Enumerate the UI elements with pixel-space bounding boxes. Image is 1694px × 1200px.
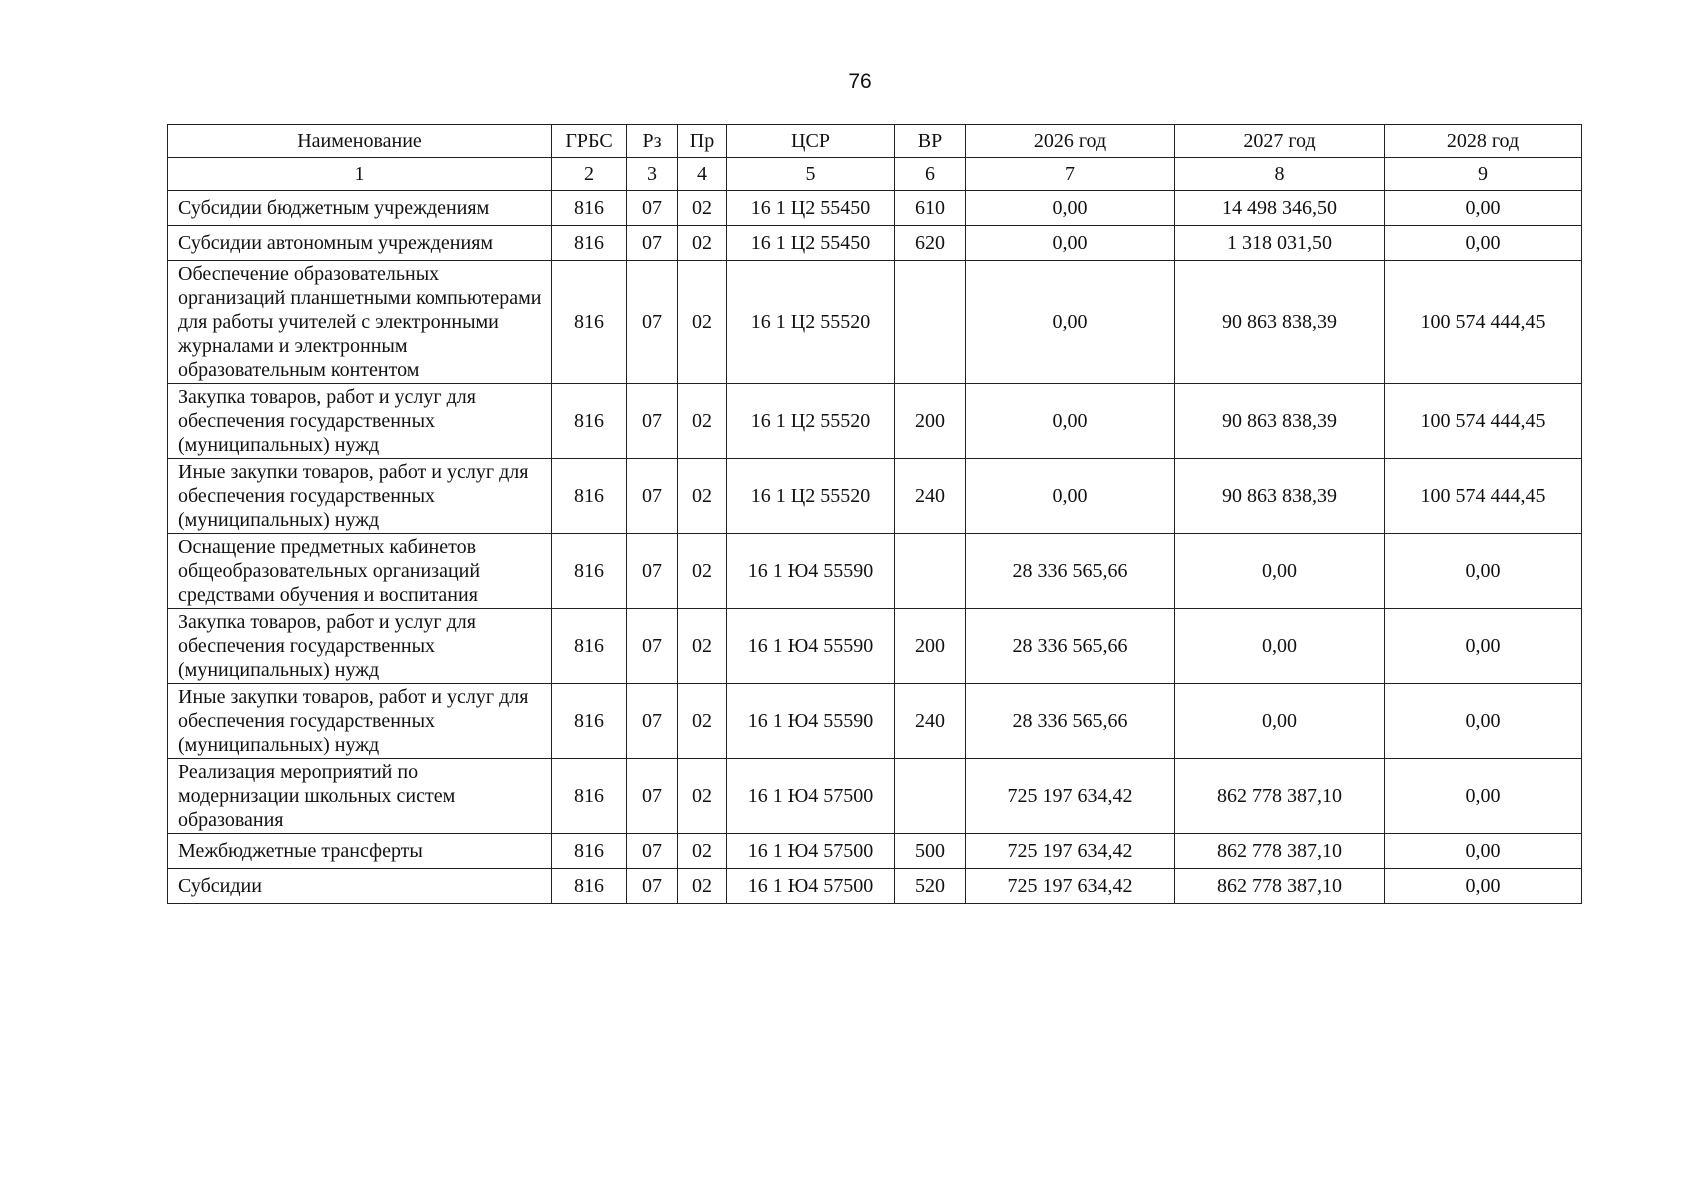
- amount-2026-cell: 0,00: [966, 459, 1175, 534]
- column-number-cell: 4: [678, 158, 727, 191]
- amount-2028-cell: 0,00: [1385, 869, 1582, 904]
- rz-cell: 07: [627, 226, 678, 261]
- csr-cell: 16 1 Ю4 57500: [727, 759, 895, 834]
- column-number-cell: 9: [1385, 158, 1582, 191]
- amount-2028-cell: 100 574 444,45: [1385, 261, 1582, 384]
- grbs-cell: 816: [552, 609, 627, 684]
- name-cell: Межбюджетные трансферты: [168, 834, 552, 869]
- header-cell: Пр: [678, 125, 727, 158]
- name-cell: Закупка товаров, работ и услуг для обеспечения государственных (муниципальных) нужд: [168, 384, 552, 459]
- pr-cell: 02: [678, 684, 727, 759]
- amount-2026-cell: 0,00: [966, 226, 1175, 261]
- header-cell: 2028 год: [1385, 125, 1582, 158]
- grbs-cell: 816: [552, 459, 627, 534]
- table-row: [168, 609, 1582, 684]
- amount-2026-cell: 0,00: [966, 191, 1175, 226]
- amount-2026-cell: 0,00: [966, 261, 1175, 384]
- column-number-cell: 3: [627, 158, 678, 191]
- vr-cell: [895, 261, 966, 384]
- table-row: [168, 759, 1582, 834]
- amount-2027-cell: 90 863 838,39: [1175, 459, 1385, 534]
- pr-cell: 02: [678, 534, 727, 609]
- rz-cell: 07: [627, 869, 678, 904]
- header-cell: Рз: [627, 125, 678, 158]
- pr-cell: 02: [678, 191, 727, 226]
- csr-cell: 16 1 Ц2 55450: [727, 226, 895, 261]
- name-cell: Оснащение предметных кабинетов общеобразовательных организаций средствами обучения и воспитания: [168, 534, 552, 609]
- table-row: [168, 226, 1582, 261]
- pr-cell: 02: [678, 869, 727, 904]
- vr-cell: 240: [895, 459, 966, 534]
- rz-cell: 07: [627, 534, 678, 609]
- table-row: [168, 459, 1582, 534]
- amount-2026-cell: 0,00: [966, 384, 1175, 459]
- name-cell: Обеспечение образовательных организаций планшетными компьютерами для работы учителей с электронными журналами и электронным образовательным контентом: [168, 261, 552, 384]
- table-row: [168, 261, 1582, 384]
- rz-cell: 07: [627, 191, 678, 226]
- rz-cell: 07: [627, 384, 678, 459]
- header-row: [168, 125, 1582, 158]
- vr-cell: [895, 534, 966, 609]
- vr-cell: 520: [895, 869, 966, 904]
- grbs-cell: 816: [552, 261, 627, 384]
- vr-cell: 200: [895, 384, 966, 459]
- table-row: [168, 534, 1582, 609]
- table-row: [168, 834, 1582, 869]
- rz-cell: 07: [627, 459, 678, 534]
- amount-2026-cell: 28 336 565,66: [966, 609, 1175, 684]
- grbs-cell: 816: [552, 534, 627, 609]
- grbs-cell: 816: [552, 384, 627, 459]
- rz-cell: 07: [627, 684, 678, 759]
- amount-2027-cell: 0,00: [1175, 609, 1385, 684]
- table-row: [168, 869, 1582, 904]
- header-cell: Наименование: [168, 125, 552, 158]
- amount-2028-cell: 100 574 444,45: [1385, 459, 1582, 534]
- amount-2028-cell: 0,00: [1385, 684, 1582, 759]
- csr-cell: 16 1 Ю4 57500: [727, 834, 895, 869]
- header-cell: ЦСР: [727, 125, 895, 158]
- amount-2028-cell: 0,00: [1385, 191, 1582, 226]
- amount-2027-cell: 0,00: [1175, 534, 1385, 609]
- table-row: [168, 384, 1582, 459]
- grbs-cell: 816: [552, 684, 627, 759]
- amount-2027-cell: 14 498 346,50: [1175, 191, 1385, 226]
- amount-2028-cell: 0,00: [1385, 609, 1582, 684]
- name-cell: Субсидии автономным учреждениям: [168, 226, 552, 261]
- rz-cell: 07: [627, 834, 678, 869]
- amount-2026-cell: 725 197 634,42: [966, 869, 1175, 904]
- vr-cell: 620: [895, 226, 966, 261]
- pr-cell: 02: [678, 261, 727, 384]
- pr-cell: 02: [678, 609, 727, 684]
- amount-2026-cell: 28 336 565,66: [966, 534, 1175, 609]
- name-cell: Иные закупки товаров, работ и услуг для обеспечения государственных (муниципальных) нужд: [168, 459, 552, 534]
- column-number-cell: 7: [966, 158, 1175, 191]
- amount-2027-cell: 0,00: [1175, 684, 1385, 759]
- pr-cell: 02: [678, 759, 727, 834]
- amount-2028-cell: 0,00: [1385, 834, 1582, 869]
- csr-cell: 16 1 Ц2 55520: [727, 261, 895, 384]
- column-number-cell: 8: [1175, 158, 1385, 191]
- amount-2027-cell: 862 778 387,10: [1175, 834, 1385, 869]
- name-cell: Субсидии бюджетным учреждениям: [168, 191, 552, 226]
- csr-cell: 16 1 Ю4 55590: [727, 534, 895, 609]
- vr-cell: 240: [895, 684, 966, 759]
- grbs-cell: 816: [552, 191, 627, 226]
- table-row: [168, 191, 1582, 226]
- header-cell: 2027 год: [1175, 125, 1385, 158]
- csr-cell: 16 1 Ю4 55590: [727, 609, 895, 684]
- amount-2026-cell: 725 197 634,42: [966, 759, 1175, 834]
- amount-2027-cell: 1 318 031,50: [1175, 226, 1385, 261]
- column-number-cell: 6: [895, 158, 966, 191]
- grbs-cell: 816: [552, 759, 627, 834]
- csr-cell: 16 1 Ц2 55520: [727, 384, 895, 459]
- amount-2027-cell: 90 863 838,39: [1175, 261, 1385, 384]
- amount-2027-cell: 862 778 387,10: [1175, 759, 1385, 834]
- vr-cell: 610: [895, 191, 966, 226]
- csr-cell: 16 1 Ю4 55590: [727, 684, 895, 759]
- csr-cell: 16 1 Ц2 55520: [727, 459, 895, 534]
- amount-2027-cell: 90 863 838,39: [1175, 384, 1385, 459]
- amount-2026-cell: 28 336 565,66: [966, 684, 1175, 759]
- header-cell: ГРБС: [552, 125, 627, 158]
- vr-cell: 200: [895, 609, 966, 684]
- amount-2028-cell: 0,00: [1385, 226, 1582, 261]
- rz-cell: 07: [627, 609, 678, 684]
- name-cell: Иные закупки товаров, работ и услуг для обеспечения государственных (муниципальных) нужд: [168, 684, 552, 759]
- column-number-row: [168, 158, 1582, 191]
- column-number-cell: 5: [727, 158, 895, 191]
- pr-cell: 02: [678, 834, 727, 869]
- grbs-cell: 816: [552, 834, 627, 869]
- name-cell: Субсидии: [168, 869, 552, 904]
- column-number-cell: 2: [552, 158, 627, 191]
- page-number: 76: [848, 70, 872, 93]
- rz-cell: 07: [627, 261, 678, 384]
- header-cell: 2026 год: [966, 125, 1175, 158]
- amount-2027-cell: 862 778 387,10: [1175, 869, 1385, 904]
- csr-cell: 16 1 Ю4 57500: [727, 869, 895, 904]
- table-row: [168, 684, 1582, 759]
- pr-cell: 02: [678, 384, 727, 459]
- csr-cell: 16 1 Ц2 55450: [727, 191, 895, 226]
- amount-2028-cell: 0,00: [1385, 534, 1582, 609]
- amount-2026-cell: 725 197 634,42: [966, 834, 1175, 869]
- grbs-cell: 816: [552, 869, 627, 904]
- name-cell: Закупка товаров, работ и услуг для обеспечения государственных (муниципальных) нужд: [168, 609, 552, 684]
- vr-cell: 500: [895, 834, 966, 869]
- amount-2028-cell: 0,00: [1385, 759, 1582, 834]
- budget-table: [167, 124, 1582, 904]
- amount-2028-cell: 100 574 444,45: [1385, 384, 1582, 459]
- column-number-cell: 1: [168, 158, 552, 191]
- pr-cell: 02: [678, 226, 727, 261]
- rz-cell: 07: [627, 759, 678, 834]
- grbs-cell: 816: [552, 226, 627, 261]
- header-cell: ВР: [895, 125, 966, 158]
- name-cell: Реализация мероприятий по модернизации школьных систем образования: [168, 759, 552, 834]
- pr-cell: 02: [678, 459, 727, 534]
- vr-cell: [895, 759, 966, 834]
